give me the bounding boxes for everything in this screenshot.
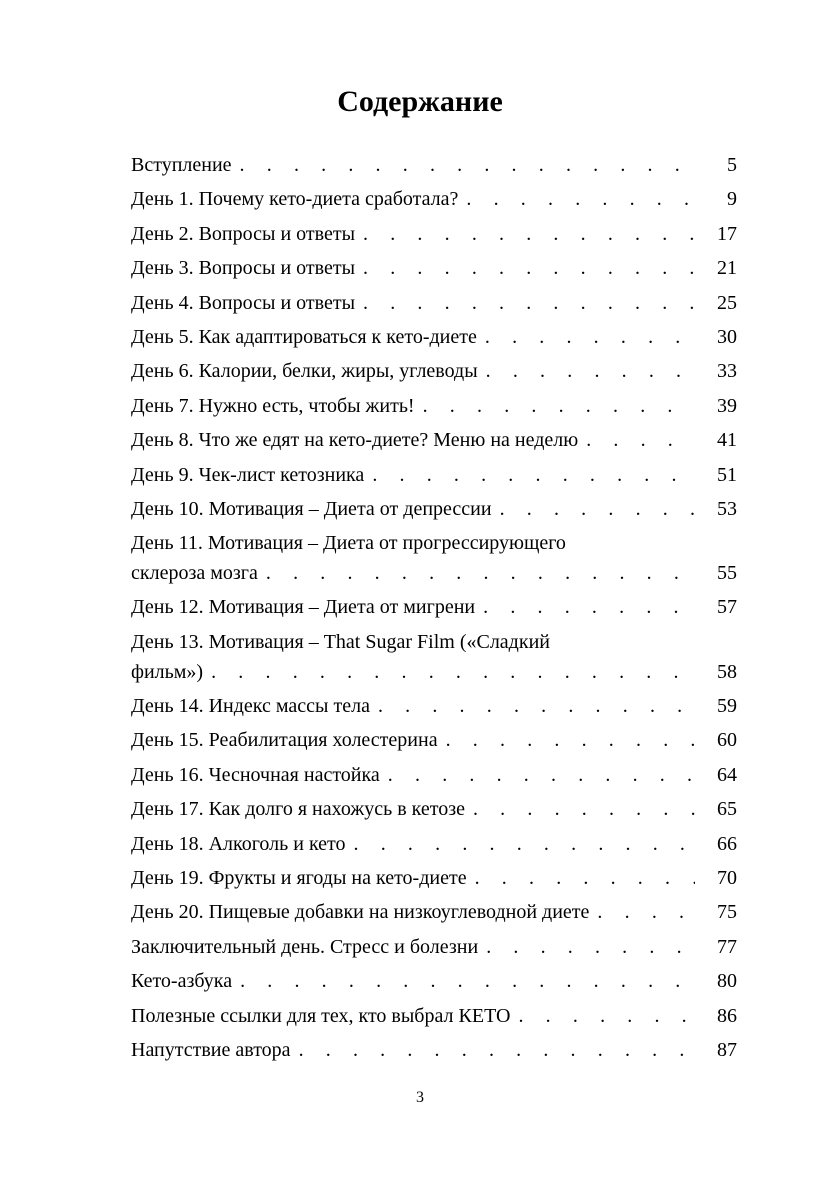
dot-leader xyxy=(589,895,695,929)
table-of-contents xyxy=(131,148,737,1067)
toc-entry-day-4[interactable] xyxy=(131,286,737,320)
dot-leader xyxy=(355,251,695,285)
dot-leader xyxy=(475,590,695,624)
toc-entry-day-16[interactable] xyxy=(131,758,737,792)
toc-entry-title: День 12. Мотивация – Диета от мигрени xyxy=(131,596,476,619)
toc-entry-page: 5 xyxy=(727,154,737,176)
toc-entry-day-3[interactable] xyxy=(131,251,737,285)
toc-entry-day-9[interactable] xyxy=(131,458,737,492)
toc-entry-useful-links[interactable] xyxy=(131,999,737,1033)
toc-entry-author-farewell[interactable] xyxy=(131,1033,737,1067)
toc-entry-title: День 4. Вопросы и ответы xyxy=(131,291,356,314)
dot-leader xyxy=(510,999,695,1033)
toc-entry-day-13[interactable] xyxy=(131,625,737,689)
page-number: 3 xyxy=(416,1089,424,1106)
toc-entry-title: День 7. Нужно есть, чтобы жить! xyxy=(131,394,415,417)
toc-entry-title: День 18. Алкоголь и кето xyxy=(131,832,346,855)
toc-entry-title: День 5. Как адаптироваться к кето-диете xyxy=(131,326,477,349)
dot-leader xyxy=(355,217,695,251)
dot-leader xyxy=(465,792,695,826)
toc-entry-title: Напутствие автора xyxy=(131,1038,291,1061)
dot-leader xyxy=(232,964,695,998)
toc-entry-page: 21 xyxy=(717,257,737,280)
toc-entry-day-10[interactable] xyxy=(131,492,737,526)
toc-entry-page: 9 xyxy=(727,188,737,211)
dot-leader xyxy=(364,458,695,492)
toc-entry-day-8[interactable] xyxy=(131,423,737,457)
toc-entry-title: День 3. Вопросы и ответы xyxy=(131,257,356,280)
toc-entry-page: 33 xyxy=(717,360,737,383)
toc-entry-page: 64 xyxy=(717,763,737,786)
toc-entry-keto-alphabet[interactable] xyxy=(131,964,737,998)
toc-entry-introduction[interactable] xyxy=(131,148,737,182)
toc-entry-page: 58 xyxy=(717,660,737,683)
dot-leader xyxy=(477,320,695,354)
toc-entry-title: Заключительный день. Стресс и болезни xyxy=(131,935,479,958)
toc-entry-title: День 15. Реабилитация холестерина xyxy=(131,729,438,752)
dot-leader xyxy=(380,758,695,792)
toc-entry-day-7[interactable] xyxy=(131,389,737,423)
dot-leader xyxy=(258,558,695,588)
toc-entry-day-14[interactable] xyxy=(131,689,737,723)
toc-entry-title: День 1. Почему кето-диета сработала? xyxy=(131,188,459,211)
toc-entry-title: День 17. Как долго я нахожусь в кетозе xyxy=(131,798,465,821)
toc-entry-title: День 19. Фрукты и ягоды на кето-диете xyxy=(131,866,467,889)
dot-leader xyxy=(291,1033,695,1067)
dot-leader xyxy=(355,286,695,320)
toc-entry-day-17[interactable] xyxy=(131,792,737,826)
dot-leader xyxy=(438,723,695,757)
toc-entry-day-12[interactable] xyxy=(131,590,737,624)
dot-leader xyxy=(458,182,695,216)
toc-entry-title-line-1: День 13. Мотивация – That Sugar Film («Сладкий xyxy=(131,630,550,653)
toc-entry-page: 41 xyxy=(717,429,737,452)
dot-leader xyxy=(478,930,695,964)
toc-entry-page: 55 xyxy=(717,562,737,585)
toc-entry-page: 57 xyxy=(717,596,737,619)
toc-entry-page: 30 xyxy=(717,326,737,349)
dot-leader xyxy=(370,689,695,723)
dot-leader xyxy=(578,423,695,457)
toc-entry-title: День 16. Чесночная настойка xyxy=(131,763,380,786)
toc-entry-title: Кето-азбука xyxy=(131,970,233,993)
toc-entry-title-line-2: фильм») xyxy=(131,660,204,683)
toc-entry-page: 59 xyxy=(717,694,737,717)
toc-entry-title: День 20. Пищевые добавки на низкоуглеводной диете xyxy=(131,901,590,924)
toc-entry-day-11[interactable] xyxy=(131,526,737,590)
toc-entry-title: День 14. Индекс массы тела xyxy=(131,694,370,717)
page-title: Содержание xyxy=(337,85,503,118)
toc-entry-title: Полезные ссылки для тех, кто выбрал КЕТО xyxy=(131,1004,511,1027)
toc-entry-page: 65 xyxy=(717,798,737,821)
toc-entry-title: День 2. Вопросы и ответы xyxy=(131,222,356,245)
dot-leader xyxy=(478,354,695,388)
toc-entry-day-18[interactable] xyxy=(131,827,737,861)
toc-entry-page: 80 xyxy=(717,970,737,993)
toc-entry-day-15[interactable] xyxy=(131,723,737,757)
toc-entry-title: День 6. Калории, белки, жиры, углеводы xyxy=(131,360,478,383)
toc-entry-title-line-2: склероза мозга xyxy=(131,562,258,585)
toc-entry-day-6[interactable] xyxy=(131,354,737,388)
dot-leader xyxy=(346,827,695,861)
toc-entry-title: День 8. Что же едят на кето-диете? Меню на неделю xyxy=(131,429,579,452)
toc-entry-page: 39 xyxy=(717,394,737,417)
toc-entry-title: День 9. Чек-лист кетозника xyxy=(131,463,365,486)
toc-entry-day-20[interactable] xyxy=(131,895,737,929)
toc-entry-page: 25 xyxy=(717,291,737,314)
toc-entry-final-day[interactable] xyxy=(131,930,737,964)
toc-entry-title: День 10. Мотивация – Диета от депрессии xyxy=(131,498,492,521)
dot-leader xyxy=(415,389,695,423)
toc-entry-day-2[interactable] xyxy=(131,217,737,251)
toc-entry-day-1[interactable] xyxy=(131,182,737,216)
toc-entry-page: 51 xyxy=(717,463,737,486)
toc-entry-page: 60 xyxy=(717,729,737,752)
toc-entry-page: 75 xyxy=(717,901,737,924)
toc-entry-page: 53 xyxy=(717,498,737,521)
toc-entry-day-19[interactable] xyxy=(131,861,737,895)
toc-entry-title: Вступление xyxy=(131,154,232,176)
dot-leader xyxy=(203,657,695,687)
toc-entry-page: 17 xyxy=(717,222,737,245)
toc-entry-page: 87 xyxy=(717,1038,737,1061)
toc-entry-page: 86 xyxy=(717,1004,737,1027)
dot-leader xyxy=(467,861,695,895)
toc-entry-title-line-1: День 11. Мотивация – Диета от прогрессирующего xyxy=(131,532,566,555)
toc-entry-page: 77 xyxy=(717,935,737,958)
dot-leader xyxy=(232,148,695,182)
toc-entry-page: 66 xyxy=(717,832,737,855)
dot-leader xyxy=(492,492,695,526)
toc-entry-day-5[interactable] xyxy=(131,320,737,354)
toc-entry-page: 70 xyxy=(717,866,737,889)
